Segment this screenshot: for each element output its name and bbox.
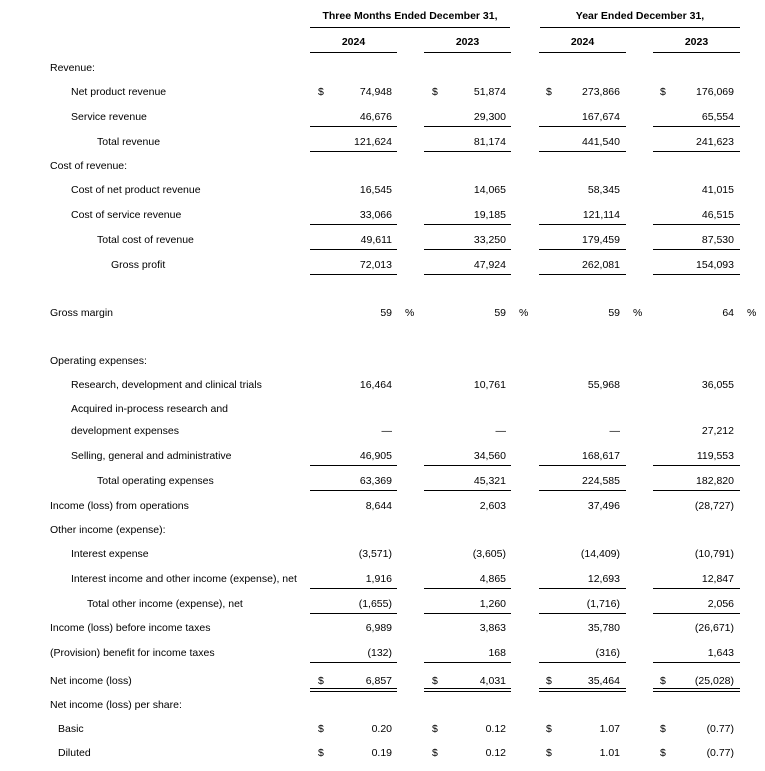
cell-value: 33,066: [359, 209, 392, 221]
cell-value: 81,174: [473, 136, 506, 148]
cell-value: 36,055: [701, 379, 734, 391]
total-rule: [424, 588, 511, 589]
total-rule: [310, 490, 397, 491]
cell-value: (28,727): [694, 500, 734, 512]
currency-symbol: $: [318, 675, 324, 687]
cell-value: 441,540: [582, 136, 620, 148]
header-three-months: Three Months Ended December 31,: [322, 10, 498, 22]
total-rule: [310, 249, 397, 250]
cell-value: 45,321: [473, 475, 506, 487]
cell-value: 1,916: [365, 573, 392, 585]
cell-value: (1,716): [586, 598, 620, 610]
cell-value: 6,989: [365, 622, 392, 634]
currency-symbol: $: [546, 747, 552, 759]
percent-sign: %: [519, 307, 529, 319]
header-year-col-4-underline: [653, 52, 740, 53]
total-rule: [653, 126, 740, 127]
cell-value: 4,865: [479, 573, 506, 585]
cell-value: 14,065: [473, 184, 506, 196]
row-label: Selling, general and administrative: [71, 450, 232, 462]
total-rule: [539, 151, 626, 152]
total-rule: [424, 151, 511, 152]
cell-value: 241,623: [696, 136, 734, 148]
table-row: [0, 475, 765, 491]
cell-value: (10,791): [694, 548, 734, 560]
total-rule: [653, 274, 740, 275]
cell-value: 8,644: [365, 500, 392, 512]
cell-value: (3,571): [358, 548, 392, 560]
currency-symbol: $: [432, 675, 438, 687]
cell-value: 16,464: [359, 379, 392, 391]
cell-value: 51,874: [473, 86, 506, 98]
table-row: [0, 62, 765, 78]
row-label: Net income (loss): [50, 675, 132, 687]
total-rule: [653, 662, 740, 663]
cell-value: (3,605): [472, 548, 506, 560]
cell-value: 19,185: [473, 209, 506, 221]
cell-value: —: [381, 425, 392, 437]
total-rule: [539, 490, 626, 491]
row-label: Cost of net product revenue: [71, 184, 201, 196]
total-rule: [539, 249, 626, 250]
table-row: [0, 136, 765, 152]
cell-value: 0.12: [485, 747, 506, 759]
total-rule: [653, 249, 740, 250]
cell-value: 16,545: [359, 184, 392, 196]
table-row: [0, 524, 765, 540]
total-rule: [310, 151, 397, 152]
row-label: Total other income (expense), net: [87, 598, 243, 610]
row-label: Income (loss) from operations: [50, 500, 189, 512]
total-rule: [424, 274, 511, 275]
total-rule: [310, 588, 397, 589]
double-underline: [653, 688, 740, 692]
table-row: [0, 573, 765, 589]
table-row: [0, 747, 765, 763]
cell-value: 0.19: [371, 747, 392, 759]
cell-value: 1,643: [707, 647, 734, 659]
header-year-col-2-underline: [424, 52, 511, 53]
row-label: Diluted: [58, 747, 91, 759]
currency-symbol: $: [318, 86, 324, 98]
currency-symbol: $: [660, 675, 666, 687]
row-label: Service revenue: [71, 111, 147, 123]
total-rule: [653, 490, 740, 491]
table-row: [0, 259, 765, 275]
header-year-col-3-underline: [539, 52, 626, 53]
total-rule: [424, 662, 511, 663]
row-label: Gross margin: [50, 307, 114, 319]
cell-value: 12,693: [587, 573, 620, 585]
cell-value: 3,863: [479, 622, 506, 634]
cell-value: 46,905: [359, 450, 392, 462]
total-rule: [424, 465, 511, 466]
currency-symbol: $: [546, 723, 552, 735]
cell-value: 182,820: [696, 475, 734, 487]
percent-sign: %: [405, 307, 415, 319]
double-underline: [310, 688, 397, 692]
total-rule: [539, 662, 626, 663]
double-underline: [539, 688, 626, 692]
row-label: Total operating expenses: [97, 475, 214, 487]
cell-value: (26,671): [694, 622, 734, 634]
total-rule: [653, 613, 740, 614]
table-row: [0, 548, 765, 564]
currency-symbol: $: [318, 747, 324, 759]
cell-value: 59: [380, 307, 392, 319]
total-rule: [539, 465, 626, 466]
cell-value: (1,655): [358, 598, 392, 610]
cell-value: 33,250: [473, 234, 506, 246]
cell-value: 34,560: [473, 450, 506, 462]
currency-symbol: $: [546, 675, 552, 687]
total-rule: [310, 465, 397, 466]
cell-value: 12,847: [701, 573, 734, 585]
table-row: [0, 160, 765, 176]
cell-value: 46,515: [701, 209, 734, 221]
cell-value: 59: [494, 307, 506, 319]
cell-value: 2,603: [479, 500, 506, 512]
total-rule: [539, 224, 626, 225]
total-rule: [653, 224, 740, 225]
total-rule: [310, 126, 397, 127]
cell-value: 121,624: [354, 136, 392, 148]
table-row: [0, 86, 765, 102]
currency-symbol: $: [660, 86, 666, 98]
table-row: [0, 598, 765, 614]
table-row: [0, 622, 765, 638]
row-label: Net income (loss) per share:: [50, 699, 182, 711]
table-row: [0, 209, 765, 225]
row-label: Other income (expense):: [50, 524, 166, 536]
row-label: Income (loss) before income taxes: [50, 622, 211, 634]
cell-value: 4,031: [479, 675, 506, 687]
currency-symbol: $: [432, 723, 438, 735]
row-label: development expenses: [71, 425, 179, 437]
header-year-col-1: 2024: [341, 36, 366, 48]
cell-value: 168,617: [582, 450, 620, 462]
cell-value: 46,676: [359, 111, 392, 123]
row-label: Interest expense: [71, 548, 149, 560]
cell-value: —: [609, 425, 620, 437]
total-rule: [424, 249, 511, 250]
cell-value: 55,968: [587, 379, 620, 391]
total-rule: [310, 274, 397, 275]
cell-value: 167,674: [582, 111, 620, 123]
total-rule: [653, 588, 740, 589]
cell-value: 27,212: [701, 425, 734, 437]
table-row: [0, 403, 765, 419]
cell-value: 29,300: [473, 111, 506, 123]
cell-value: 58,345: [587, 184, 620, 196]
total-rule: [539, 126, 626, 127]
cell-value: —: [495, 425, 506, 437]
cell-value: 41,015: [701, 184, 734, 196]
table-row: [0, 111, 765, 127]
cell-value: 87,530: [701, 234, 734, 246]
total-rule: [539, 274, 626, 275]
cell-value: 224,585: [582, 475, 620, 487]
cell-value: 262,081: [582, 259, 620, 271]
cell-value: 6,857: [365, 675, 392, 687]
cell-value: 154,093: [696, 259, 734, 271]
total-rule: [653, 465, 740, 466]
cell-value: 64: [722, 307, 734, 319]
percent-sign: %: [633, 307, 643, 319]
table-row: [0, 425, 765, 441]
currency-symbol: $: [660, 747, 666, 759]
row-label: Net product revenue: [71, 86, 167, 98]
total-rule: [539, 613, 626, 614]
table-row: [0, 723, 765, 739]
cell-value: 1.07: [599, 723, 620, 735]
total-rule: [653, 151, 740, 152]
cell-value: (14,409): [580, 548, 620, 560]
currency-symbol: $: [432, 747, 438, 759]
cell-value: 37,496: [587, 500, 620, 512]
cell-value: 168: [488, 647, 506, 659]
cell-value: 1,260: [479, 598, 506, 610]
cell-value: 0.20: [371, 723, 392, 735]
row-label: Acquired in-process research and: [71, 403, 228, 415]
total-rule: [424, 224, 511, 225]
table-row: [0, 355, 765, 371]
header-year-ended: Year Ended December 31,: [575, 10, 705, 22]
row-label: Gross profit: [111, 259, 166, 271]
row-label: (Provision) benefit for income taxes: [50, 647, 215, 659]
cell-value: 63,369: [359, 475, 392, 487]
table-row: [0, 500, 765, 516]
header-year-col-2: 2023: [455, 36, 480, 48]
cell-value: (132): [367, 647, 392, 659]
total-rule: [539, 588, 626, 589]
row-label: Basic: [58, 723, 84, 735]
total-rule: [310, 662, 397, 663]
row-label: Cost of service revenue: [71, 209, 182, 221]
table-row: [0, 450, 765, 466]
percent-sign: %: [747, 307, 757, 319]
cell-value: 10,761: [473, 379, 506, 391]
cell-value: 35,780: [587, 622, 620, 634]
header-year-ended-underline: [540, 27, 740, 28]
table-row: [0, 699, 765, 715]
total-rule: [310, 224, 397, 225]
row-label: Cost of revenue:: [50, 160, 128, 172]
double-underline: [424, 688, 511, 692]
currency-symbol: $: [660, 723, 666, 735]
cell-value: 47,924: [473, 259, 506, 271]
cell-value: 121,114: [582, 209, 620, 221]
cell-value: 59: [608, 307, 620, 319]
cell-value: (316): [595, 647, 620, 659]
cell-value: (0.77): [706, 747, 734, 759]
header-three-months-underline: [310, 27, 510, 28]
cell-value: 65,554: [701, 111, 734, 123]
row-label: Total revenue: [97, 136, 161, 148]
cell-value: 74,948: [359, 86, 392, 98]
total-rule: [310, 613, 397, 614]
cell-value: 72,013: [359, 259, 392, 271]
cell-value: 35,464: [587, 675, 620, 687]
row-label: Operating expenses:: [50, 355, 147, 367]
header-year-col-3: 2024: [570, 36, 595, 48]
cell-value: 176,069: [696, 86, 734, 98]
row-label: Total cost of revenue: [97, 234, 194, 246]
cell-value: 1.01: [599, 747, 620, 759]
total-rule: [424, 490, 511, 491]
table-row: [0, 184, 765, 200]
total-rule: [424, 126, 511, 127]
total-rule: [424, 613, 511, 614]
cell-value: 119,553: [696, 450, 734, 462]
cell-value: (0.77): [706, 723, 734, 735]
currency-symbol: $: [318, 723, 324, 735]
table-row: [0, 307, 765, 323]
table-row: [0, 379, 765, 395]
table-row: [0, 647, 765, 663]
currency-symbol: $: [432, 86, 438, 98]
cell-value: 49,611: [360, 234, 392, 246]
cell-value: 0.12: [485, 723, 506, 735]
header-year-col-1-underline: [310, 52, 397, 53]
header-year-col-4: 2023: [684, 36, 709, 48]
row-label: Interest income and other income (expense), net: [71, 573, 297, 585]
cell-value: 273,866: [582, 86, 620, 98]
table-row: [0, 234, 765, 250]
cell-value: (25,028): [694, 675, 734, 687]
cell-value: 2,056: [707, 598, 734, 610]
currency-symbol: $: [546, 86, 552, 98]
row-label: Research, development and clinical trials: [71, 379, 262, 391]
cell-value: 179,459: [582, 234, 620, 246]
row-label: Revenue:: [50, 62, 95, 74]
